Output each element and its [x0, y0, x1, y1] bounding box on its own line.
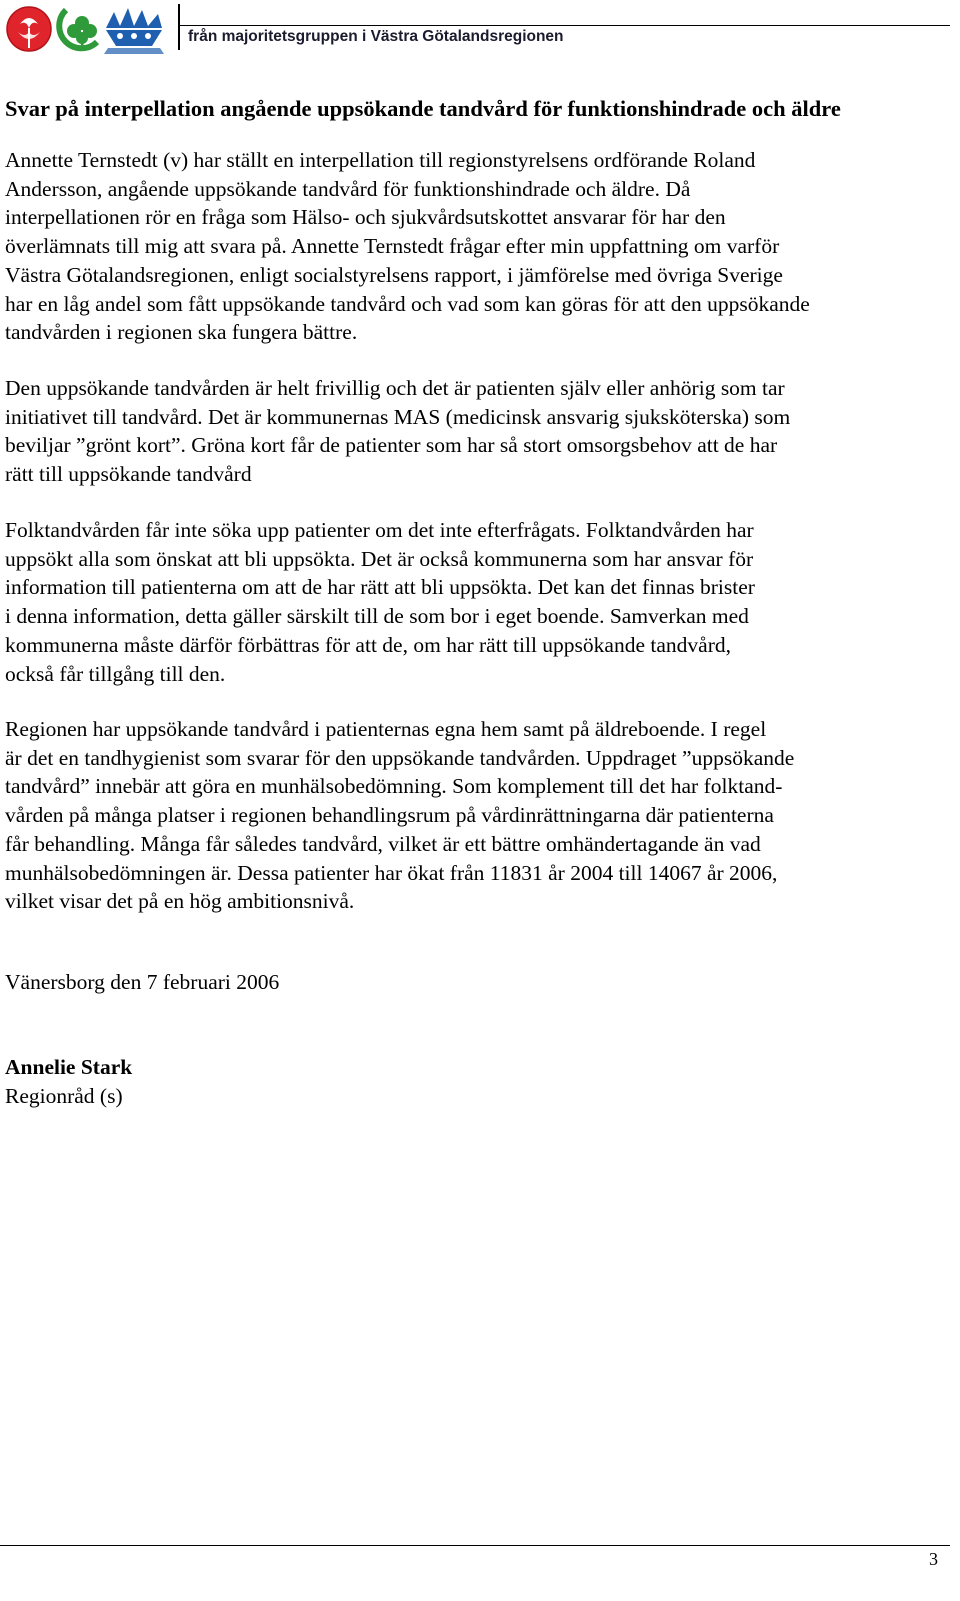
- text-line: Den uppsökande tandvården är helt frivillig och det är patienten själv eller anhörig som tar: [5, 376, 785, 400]
- text-line: tandvård” innebär att göra en munhälsobedömning. Som komplement till det har folktand-: [5, 774, 783, 799]
- flower-icon: [104, 8, 164, 54]
- signature-name: Annelie Stark: [5, 1055, 133, 1079]
- text-line: Andersson, angående uppsökande tandvård för funktionshindrade och äldre. Då: [5, 176, 691, 201]
- text-line: initiativet till tandvård. Det är kommunernas MAS (medicinsk ansvarig sjuksköterska) som: [5, 404, 791, 429]
- header-tagline: från majoritetsgruppen i Västra Götalandsregionen: [188, 28, 564, 45]
- clover-icon: [59, 10, 97, 50]
- text-line: har en låg andel som fått uppsökande tandvård och vad som kan göras för att den uppsökande: [5, 291, 810, 316]
- text-line: också får tillgång till den.: [5, 661, 226, 686]
- text-line: Annette Ternstedt (v) har ställt en interpellation till regionstyrelsens ordförande Roland: [5, 148, 756, 172]
- text-line: rätt till uppsökande tandvård: [5, 462, 252, 487]
- text-line: överlämnats till mig att svara på. Annette Ternstedt frågar efter min uppfattning om varför: [5, 234, 780, 259]
- text-line: information till patienterna om att de har rätt att bli uppsökta. Det kan det finnas brister: [5, 575, 755, 600]
- text-line: vilket visar det på en hög ambitionsnivå.: [5, 889, 355, 914]
- text-line: kommunerna måste därför förbättras för att de, om har rätt till uppsökande tandvård,: [5, 632, 731, 657]
- text-line: är det en tandhygienist som svarar för den uppsökande tandvården. Uppdraget ”uppsökande: [5, 745, 795, 770]
- text-line: Regionen har uppsökande tandvård i patienternas egna hem samt på äldreboende. I regel: [5, 717, 767, 741]
- text-line: tandvården i regionen ska fungera bättre.: [5, 320, 358, 345]
- header-rule: [180, 25, 950, 26]
- place-date: Vänersborg den 7 februari 2006: [5, 970, 280, 994]
- paragraph-1: [5, 146, 950, 347]
- party-logos: [2, 2, 174, 56]
- paragraph-4: [5, 715, 950, 916]
- text-line: vården på många platser i regionen behandlingsrum på vårdinrättningarna där patienterna: [5, 803, 774, 828]
- text-line: i denna information, detta gäller särskilt till de som bor i eget boende. Samverkan med: [5, 604, 749, 629]
- text-line: uppsökt alla som önskat att bli uppsökta. Det är också kommunerna som har ansvar för: [5, 546, 754, 571]
- rose-icon: [7, 7, 51, 51]
- page-number: 3: [929, 1549, 938, 1569]
- document-title: Svar på interpellation angående uppsökande tandvård för funktionshindrade och äldre: [5, 96, 841, 121]
- signature-title: Regionråd (s): [5, 1084, 123, 1108]
- text-line: Folktandvården får inte söka upp patienter om det inte efterfrågats. Folktandvården har: [5, 518, 754, 542]
- text-line: interpellationen rör en fråga som Hälso- och sjukvårdsutskottet ansvarar för har den: [5, 205, 726, 230]
- footer-rule: [0, 1545, 950, 1546]
- text-line: munhälsobedömningen är. Dessa patienter har ökat från 11831 år 2004 till 14067 år 2006,: [5, 860, 778, 885]
- paragraph-2: [5, 374, 950, 489]
- page-header: [0, 0, 960, 60]
- text-line: Västra Götalandsregionen, enligt socialstyrelsens rapport, i jämförelse med övriga Sverige: [5, 262, 783, 287]
- text-line: får behandling. Många får således tandvård, vilket är ett bättre omhändertagande än vad: [5, 831, 761, 856]
- text-line: beviljar ”grönt kort”. Gröna kort får de patienter som har så stort omsorgsbehov att de har: [5, 433, 778, 458]
- header-divider: [178, 4, 180, 50]
- paragraph-3: [5, 516, 950, 688]
